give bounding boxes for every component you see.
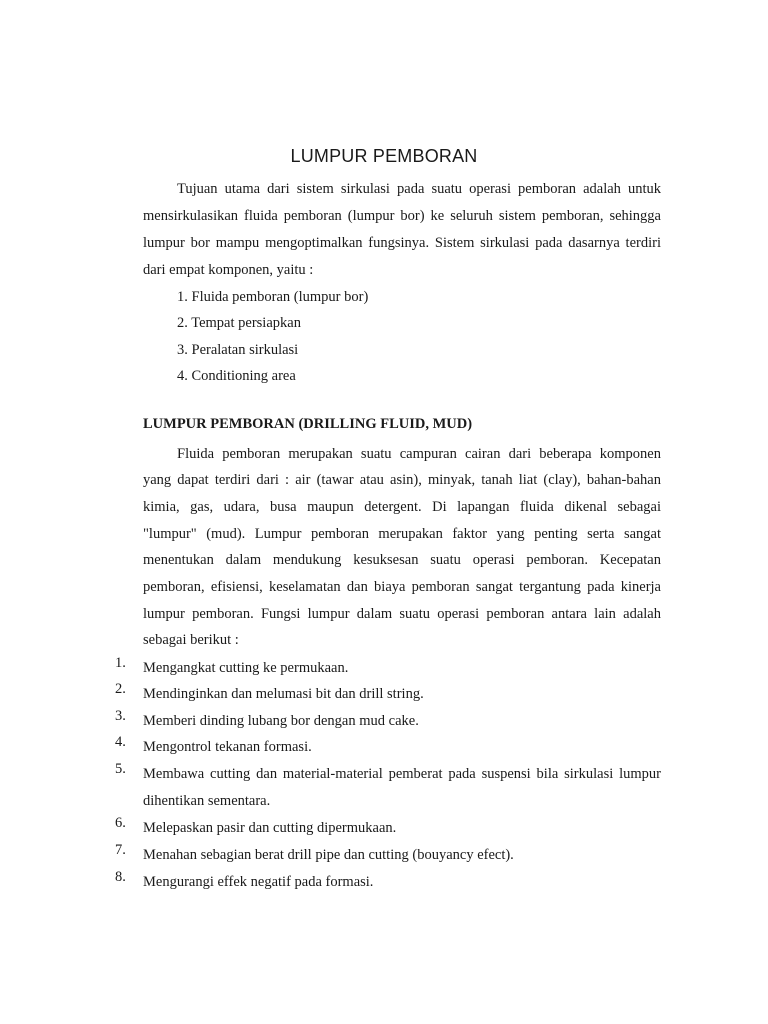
body-line-1: Fluida pemboran merupakan suatu campuran cairan dari beberapa komponen xyxy=(177,446,661,462)
body-line-8: sebagai berikut : xyxy=(143,632,239,648)
body-line-5: menentukan dalam mendukung kesuksesan suatu operasi pemboran. Kecepatan xyxy=(143,552,661,568)
list-text: Melepaskan pasir dan cutting dipermukaan. xyxy=(143,820,397,836)
list-text: dihentikan sementara. xyxy=(143,793,271,809)
component-item: 1. Fluida pemboran (lumpur bor) xyxy=(177,289,369,305)
section-heading: LUMPUR PEMBORAN (DRILLING FLUID, MUD) xyxy=(143,416,473,432)
list-text: Menahan sebagian berat drill pipe dan cutting (bouyancy efect). xyxy=(143,847,514,863)
intro-line-3: lumpur bor mampu mengoptimalkan fungsinya. Sistem sirkulasi pada dasarnya terdiri xyxy=(143,235,661,251)
body-line-7: lumpur pemboran. Fungsi lumpur dalam suatu operasi pemboran antara lain adalah xyxy=(143,606,661,622)
list-number: 7. xyxy=(115,842,126,858)
list-number: 4. xyxy=(115,734,126,750)
list-text: Mendinginkan dan melumasi bit dan drill string. xyxy=(143,686,424,702)
intro-line-4: dari empat komponen, yaitu : xyxy=(143,262,314,278)
list-number: 8. xyxy=(115,869,126,885)
intro-line-2: mensirkulasikan fluida pemboran (lumpur bor) ke seluruh sistem pemboran, sehingga xyxy=(143,208,661,224)
list-text: Memberi dinding lubang bor dengan mud cake. xyxy=(143,713,419,729)
component-item: 4. Conditioning area xyxy=(177,368,296,384)
intro-line-1: Tujuan utama dari sistem sirkulasi pada suatu operasi pemboran adalah untuk xyxy=(177,181,661,197)
body-line-6: pemboran, efisiensi, keselamatan dan biaya pemboran sangat tergantung pada kinerja xyxy=(143,579,661,595)
list-text: Membawa cutting dan material-material pemberat pada suspensi bila sirkulasi lumpur xyxy=(143,766,661,782)
list-number: 2. xyxy=(115,681,126,697)
list-number: 1. xyxy=(115,655,126,671)
component-item: 2. Tempat persiapkan xyxy=(177,315,301,331)
component-item: 3. Peralatan sirkulasi xyxy=(177,342,299,358)
list-text: Mengontrol tekanan formasi. xyxy=(143,739,312,755)
page-title: LUMPUR PEMBORAN xyxy=(290,146,478,166)
body-line-2: yang dapat terdiri dari : air (tawar atau asin), minyak, tanah liat (clay), bahan-bahan xyxy=(143,472,661,488)
body-line-3: kimia, gas, udara, busa maupun detergent. Di lapangan fluida dikenal sebagai xyxy=(143,499,661,515)
body-line-4: "lumpur" (mud). Lumpur pemboran merupakan faktor yang penting serta sangat xyxy=(143,526,661,542)
list-number: 3. xyxy=(115,708,126,724)
list-number: 6. xyxy=(115,815,126,831)
list-number: 5. xyxy=(115,761,126,777)
list-text: Mengangkat cutting ke permukaan. xyxy=(143,660,349,676)
list-text: Mengurangi effek negatif pada formasi. xyxy=(143,874,374,890)
